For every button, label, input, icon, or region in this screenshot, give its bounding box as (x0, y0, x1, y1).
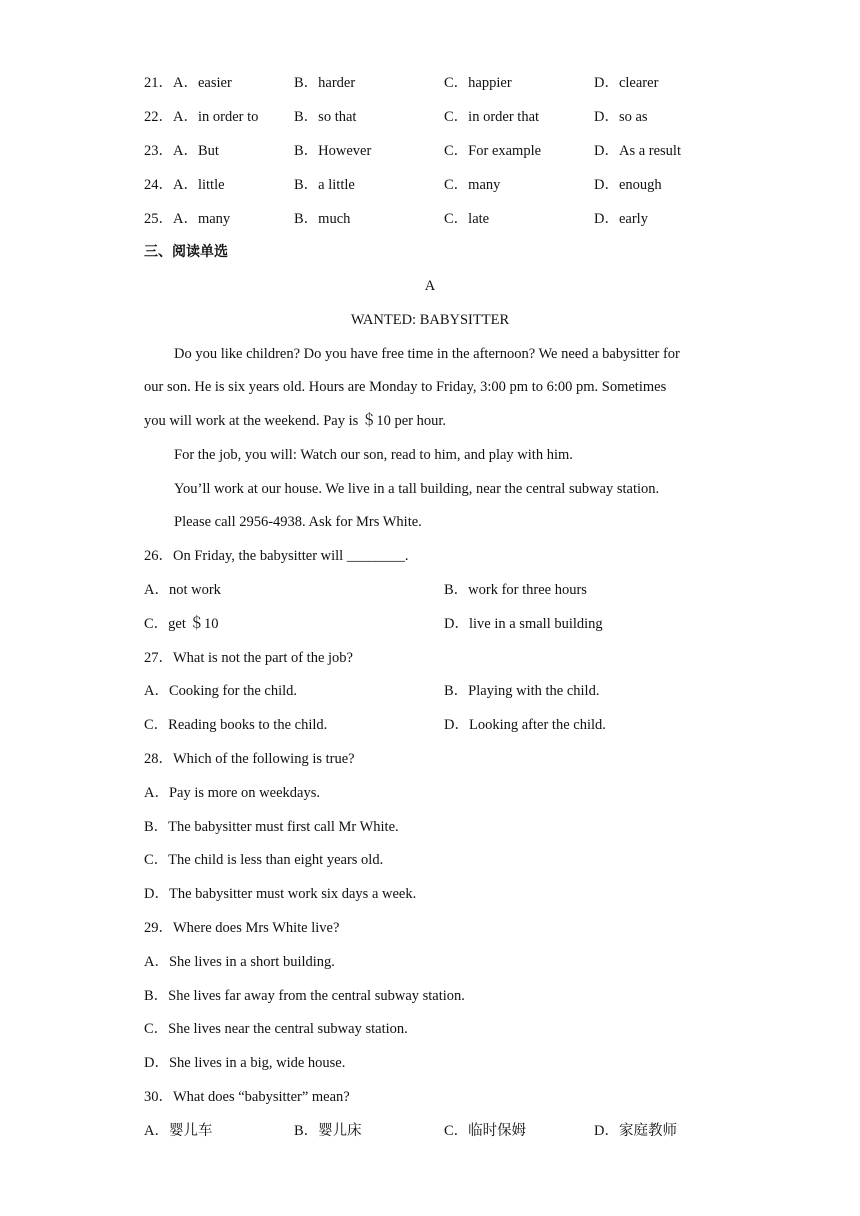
question-30-stem: 30．What does “babysitter” mean? (144, 1089, 350, 1105)
question-29-option-a: A．She lives in a short building. (144, 954, 335, 970)
passage-label: A (424, 278, 436, 294)
question-number: 22． (144, 109, 173, 125)
option-b: B．a little (294, 177, 355, 193)
option-d: D．early (594, 211, 648, 227)
question-30-option-a: A．婴儿车 (144, 1123, 213, 1139)
question-27-option-c: C．Reading books to the child. (144, 717, 328, 733)
option-c: C．late (444, 211, 490, 227)
option-b: B．much (294, 211, 351, 227)
question-28-option-c: C．The child is less than eight years old. (144, 852, 384, 868)
question-29-option-b: B．She lives far away from the central subway station. (144, 988, 465, 1004)
passage-title: WANTED: BABYSITTER (350, 312, 510, 328)
option-c: C．happier (444, 75, 512, 91)
question-26-stem: 26．On Friday, the babysitter will ________. (144, 548, 409, 564)
question-number: 21． (144, 75, 173, 91)
question-29-stem: 29．Where does Mrs White live? (144, 920, 340, 936)
option-d: D．As a result (594, 143, 681, 159)
question-27-stem: 27．What is not the part of the job? (144, 650, 353, 666)
question-27-option-a: A．Cooking for the child. (144, 683, 298, 699)
section-heading: 三、阅读单选 (144, 244, 228, 260)
question-28-option-d: D．The babysitter must work six days a week. (144, 886, 417, 902)
option-a: A．in order to (173, 109, 259, 125)
question-27-option-d: D．Looking after the child. (444, 717, 606, 733)
option-d: D．so as (594, 109, 648, 125)
question-number: 24． (144, 177, 173, 193)
question-30-option-d: D．家庭教师 (594, 1123, 677, 1139)
question-number: 25． (144, 211, 173, 227)
question-26-option-d: D．live in a small building (444, 616, 603, 632)
question-number-option-a (144, 108, 258, 126)
question-number-option-a (144, 210, 230, 228)
question-26-option-a: A．not work (144, 582, 221, 598)
question-26-option-b: B．work for three hours (444, 582, 587, 598)
question-number: 23． (144, 143, 173, 159)
passage-paragraph-1-line-3: you will work at the weekend. Pay is ＄10 per hour. (144, 413, 447, 429)
option-c: C．in order that (444, 109, 540, 125)
question-30-option-b: B．婴儿床 (294, 1123, 362, 1139)
question-number-option-a (144, 74, 232, 92)
question-27-option-b: B．Playing with the child. (444, 683, 600, 699)
option-a: A．easier (173, 75, 232, 91)
passage-paragraph-3: You’ll work at our house. We live in a tall building, near the central subway station. (174, 481, 660, 497)
option-a: A．little (173, 177, 225, 193)
passage-paragraph-1-line-2: our son. He is six years old. Hours are Monday to Friday, 3:00 pm to 6:00 pm. Sometimes (144, 379, 667, 395)
question-29-option-d: D．She lives in a big, wide house. (144, 1055, 346, 1071)
question-28-option-a: A．Pay is more on weekdays. (144, 785, 320, 801)
question-28-option-b: B．The babysitter must first call Mr White. (144, 819, 399, 835)
question-28-stem: 28．Which of the following is true? (144, 751, 355, 767)
question-29-option-c: C．She lives near the central subway station. (144, 1021, 408, 1037)
option-b: B．However (294, 143, 372, 159)
option-d: D．clearer (594, 75, 659, 91)
option-c: C．many (444, 177, 501, 193)
option-c: C．For example (444, 143, 542, 159)
passage-paragraph-2: For the job, you will: Watch our son, read to him, and play with him. (174, 447, 573, 463)
passage-paragraph-4: Please call 2956-4938. Ask for Mrs White. (174, 514, 422, 530)
option-a: A．many (173, 211, 231, 227)
question-number-option-a (144, 176, 225, 194)
question-30-option-c: C．临时保姆 (444, 1123, 527, 1139)
option-b: B．so that (294, 109, 357, 125)
option-a: A．But (173, 143, 219, 159)
option-d: D．enough (594, 177, 662, 193)
option-b: B．harder (294, 75, 356, 91)
question-26-option-c: C．get ＄10 (144, 616, 219, 632)
question-number-option-a (144, 142, 219, 160)
passage-paragraph-1-line-1: Do you like children? Do you have free time in the afternoon? We need a babysitter for (174, 346, 680, 362)
